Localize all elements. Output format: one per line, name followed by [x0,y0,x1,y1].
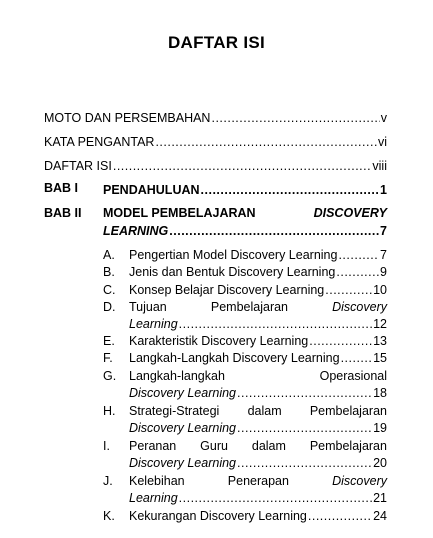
sub-letter: B. [103,265,115,279]
toc-entry-daftar-isi [44,155,387,173]
sub-label: Learning [129,491,178,505]
sub-page: 13 [373,334,387,348]
sub-page: 19 [373,421,387,435]
toc-page: vi [377,135,387,149]
sub-word: Strategi-Strategi [129,404,220,418]
toc-label: LEARNING [103,224,169,238]
sub-label: Konsep Belajar Discovery Learning [129,283,325,297]
sub-label: Kekurangan Discovery Learning [129,509,307,523]
dot-leader [309,334,372,348]
dot-leader [113,159,372,173]
toc-subentry-f [103,351,387,369]
toc-entry-bab-1 [103,179,387,197]
sub-letter: K. [103,509,115,523]
toc-page: v [380,111,387,125]
sub-page: 10 [373,283,387,297]
dot-leader [237,456,372,470]
sub-page: 9 [380,265,387,279]
toc-entry-kata-pengantar [44,131,387,149]
toc-page: 7 [380,224,387,238]
toc-subentry-a [103,248,387,266]
toc-subentry-i [103,439,387,473]
toc-entry-bab-2 [103,220,387,238]
sub-word: Langkah-langkah [129,369,225,383]
dot-leader [179,317,372,331]
sub-word: Discovery [332,474,387,488]
sub-label: Langkah-Langkah Discovery Learning [129,351,340,365]
toc-label: PENDAHULUAN [103,183,200,197]
sub-page: 24 [373,509,387,523]
toc-page: 1 [380,183,387,197]
sub-word: Pembelajaran [210,300,289,314]
sub-word: Discovery [332,300,387,314]
toc-label: MOTO DAN PERSEMBAHAN [44,111,211,125]
dot-leader [308,509,372,523]
dot-leader [341,351,373,365]
sub-letter: F. [103,351,113,365]
sub-label: Discovery Learning [129,421,236,435]
bab-2-title-line1 [103,206,387,220]
bab-2-title-italic: DISCOVERY [313,206,387,220]
toc-subentry-e [103,334,387,352]
sub-label: Discovery Learning [129,456,236,470]
sub-word: Operasional [319,369,387,383]
dot-leader [201,183,380,197]
sub-label: Learning [129,317,178,331]
sub-word: Pembelajaran [309,404,387,418]
toc-label: KATA PENGANTAR [44,135,155,149]
sub-label: Karakteristik Discovery Learning [129,334,309,348]
sub-letter: H. [103,404,116,418]
sub-word: Kelebihan [129,474,185,488]
sub-page: 12 [373,317,387,331]
sub-word: Tujuan [129,300,167,314]
bab-number: BAB I [44,181,79,195]
sub-label: Jenis dan Bentuk Discovery Learning [129,265,336,279]
sub-letter: J. [103,474,113,488]
sub-page: 18 [373,386,387,400]
sub-word: Pembelajaran [309,439,387,453]
sub-label: Pengertian Model Discovery Learning [129,248,338,262]
sub-page: 15 [373,351,387,365]
toc-subentry-c [103,283,387,301]
sub-letter: E. [103,334,115,348]
dot-leader [237,386,372,400]
toc-subentry-d [103,300,387,334]
sub-page: 21 [373,491,387,505]
page-title: DAFTAR ISI [167,33,266,52]
toc-entry-moto [44,107,387,125]
sub-letter: A. [103,248,115,262]
sub-letter: C. [103,283,116,297]
sub-letter: D. [103,300,116,314]
sub-page: 7 [380,248,387,262]
sub-letter: I. [103,439,110,453]
sub-page: 20 [373,456,387,470]
sub-word: dalam [247,404,282,418]
dot-leader [237,421,372,435]
toc-subentry-h [103,404,387,438]
toc-subentry-j [103,474,387,508]
dot-leader [336,265,379,279]
bab-2-title-plain: MODEL PEMBELAJARAN [103,206,256,220]
bab-number: BAB II [44,206,82,220]
toc-page: viii [372,159,387,173]
dot-leader [169,224,379,238]
sub-word: dalam [251,439,286,453]
dot-leader [155,135,377,149]
sub-letter: G. [103,369,117,383]
sub-word: Penerapan [227,474,289,488]
dot-leader [338,248,379,262]
dot-leader [325,283,372,297]
sub-word: Guru [200,439,228,453]
toc-label: DAFTAR ISI [44,159,112,173]
sub-label: Discovery Learning [129,386,236,400]
dot-leader [211,111,379,125]
toc-subentry-b [103,265,387,283]
toc-subentry-g [103,369,387,403]
dot-leader [179,491,372,505]
toc-subentry-k [103,509,387,527]
sub-word: Peranan [129,439,177,453]
